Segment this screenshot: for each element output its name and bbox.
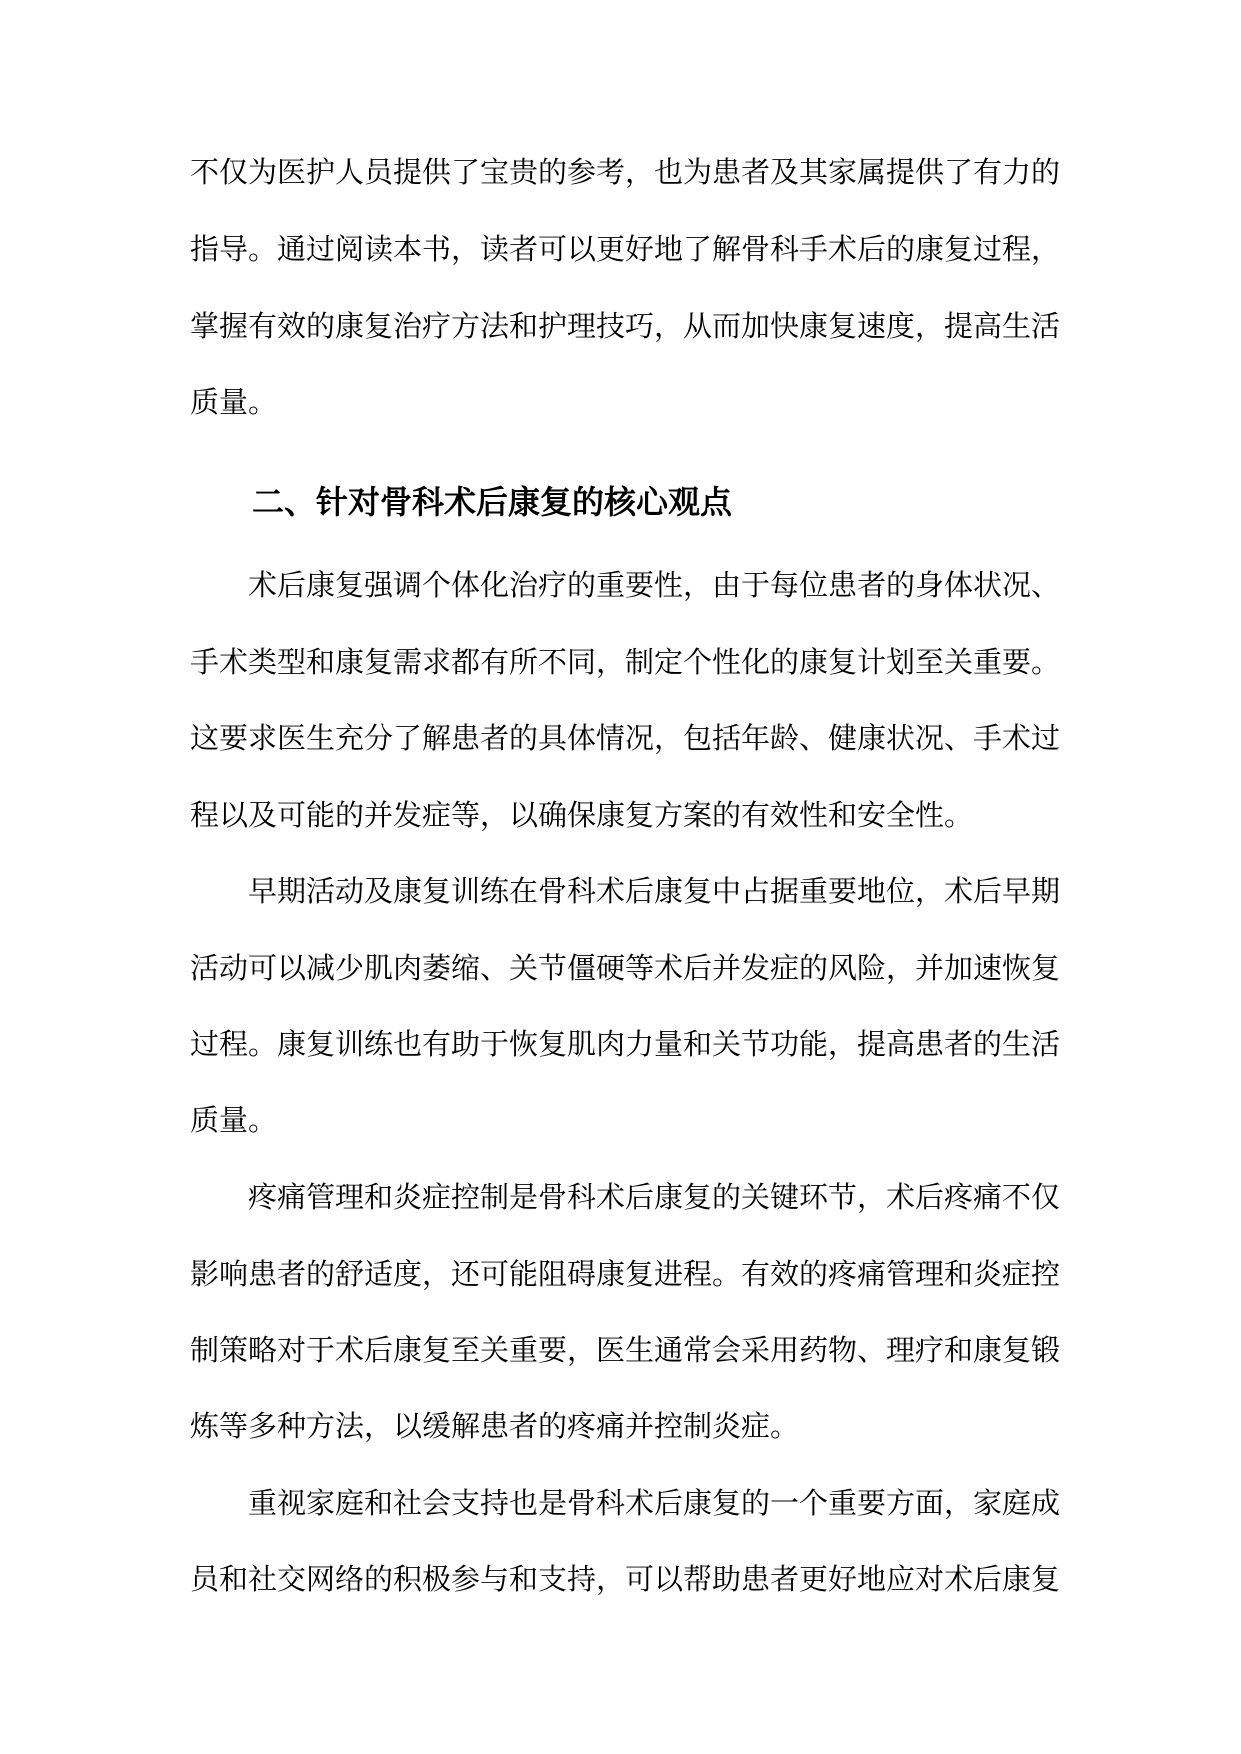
p2-line-2: 活动可以减少肌肉萎缩、关节僵硬等术后并发症的风险，并加速恢复 xyxy=(190,951,1061,985)
intro-line-1: 不仅为医护人员提供了宝贵的参考，也为患者及其家属提供了有力的 xyxy=(190,155,1061,189)
p3-line-1: 疼痛管理和炎症控制是骨科术后康复的关键环节，术后疼痛不仅 xyxy=(248,1180,1061,1214)
p2-line-3: 过程。康复训练也有助于恢复肌肉力量和关节功能，提高患者的生活 xyxy=(190,1027,1061,1061)
p2-line-4: 质量。 xyxy=(190,1103,278,1137)
p3-line-3: 制策略对于术后康复至关重要，医生通常会采用药物、理疗和康复锻 xyxy=(190,1333,1061,1367)
intro-line-3: 掌握有效的康复治疗方法和护理技巧，从而加快康复速度，提高生活 xyxy=(190,309,1061,343)
section-heading: 二、针对骨科术后康复的核心观点 xyxy=(252,483,733,521)
p2-line-1: 早期活动及康复训练在骨科术后康复中占据重要地位，术后早期 xyxy=(248,874,1061,908)
p3-line-4: 炼等多种方法，以缓解患者的疼痛并控制炎症。 xyxy=(190,1409,800,1443)
p1-line-3: 这要求医生充分了解患者的具体情况，包括年龄、健康状况、手术过 xyxy=(190,721,1061,755)
intro-line-4: 质量。 xyxy=(190,385,278,419)
intro-line-2: 指导。通过阅读本书，读者可以更好地了解骨科手术后的康复过程， xyxy=(190,232,1061,266)
p4-line-1: 重视家庭和社会支持也是骨科术后康复的一个重要方面，家庭成 xyxy=(248,1486,1061,1520)
p1-line-2: 手术类型和康复需求都有所不同，制定个性化的康复计划至关重要。 xyxy=(190,645,1061,679)
p1-line-1: 术后康复强调个体化治疗的重要性，由于每位患者的身体状况、 xyxy=(248,568,1061,602)
p1-line-4: 程以及可能的并发症等，以确保康复方案的有效性和安全性。 xyxy=(190,798,974,832)
p4-line-2: 员和社交网络的积极参与和支持，可以帮助患者更好地应对术后康复 xyxy=(190,1562,1061,1596)
p3-line-2: 影响患者的舒适度，还可能阻碍康复进程。有效的疼痛管理和炎症控 xyxy=(190,1257,1061,1291)
